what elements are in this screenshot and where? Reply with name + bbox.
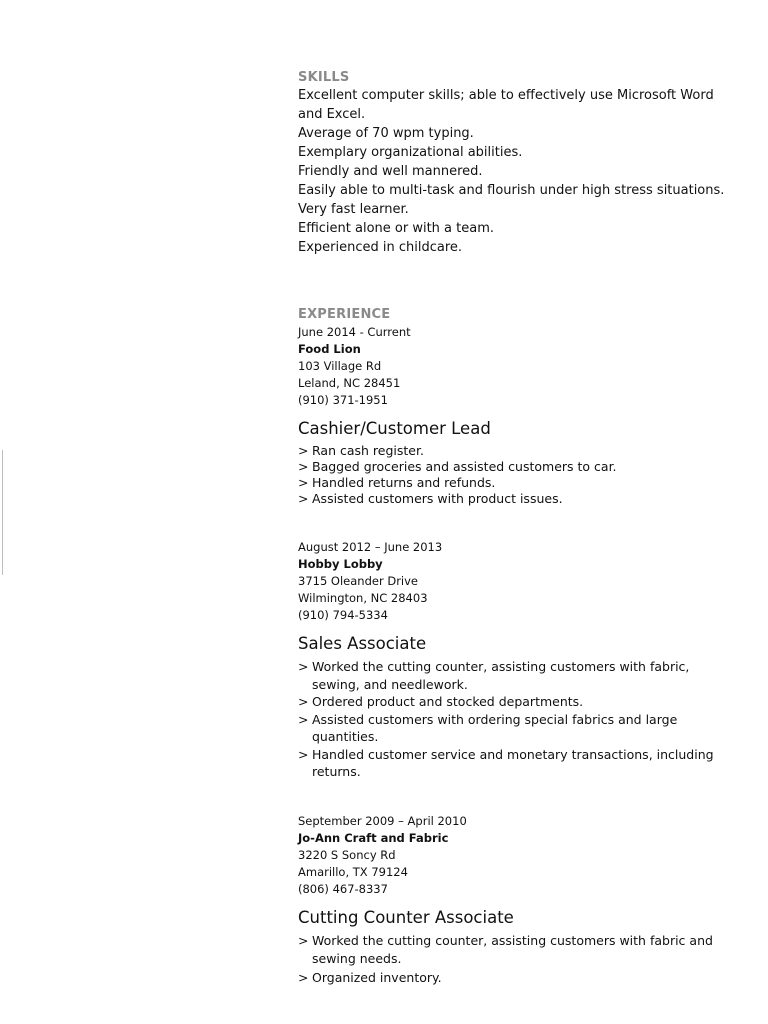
page-edge-line	[2, 450, 3, 575]
bullet-marker: >	[298, 659, 309, 674]
job-phone: (910) 371-1951	[298, 393, 388, 407]
bullet-marker: >	[298, 746, 309, 762]
job-title: Sales Associate	[298, 634, 427, 653]
job-address-street: 3715 Oleander Drive	[298, 574, 418, 588]
job-dates: June 2014 - Current	[298, 325, 411, 339]
skill-item: Very fast learner.	[298, 202, 409, 217]
job-title: Cutting Counter Associate	[298, 907, 514, 927]
skill-item: Experienced in childcare.	[298, 240, 463, 255]
duty-text: Worked the cutting counter, assisting customers with fabric and sewing needs.	[312, 932, 713, 966]
duty-list	[298, 443, 738, 507]
duty-text: Worked the cutting counter, assisting customers with fabric, sewing, and needlework.	[312, 659, 690, 692]
job-phone: (806) 467-8337	[298, 881, 388, 896]
job-entry-food-lion	[298, 324, 738, 507]
bullet-marker: >	[298, 694, 309, 709]
duty-item	[298, 969, 738, 988]
job-dates: September 2009 – April 2010	[298, 813, 467, 828]
duty-item	[298, 711, 738, 746]
duty-item	[298, 693, 738, 711]
duty-item	[298, 932, 738, 969]
job-entry-hobby-lobby	[298, 539, 738, 781]
skills-list	[298, 86, 738, 257]
bullet-marker: >	[298, 491, 309, 506]
duty-list	[298, 932, 738, 988]
skill-item: Friendly and well mannered.	[298, 164, 483, 179]
bullet-marker: >	[298, 459, 309, 474]
job-address-city: Amarillo, TX 79124	[298, 864, 408, 879]
duty-text: Ordered product and stocked departments.	[312, 694, 584, 709]
duty-item	[298, 491, 738, 507]
job-employer: Jo-Ann Craft and Fabric	[298, 830, 449, 845]
skill-item: Average of 70 wpm typing.	[298, 126, 474, 141]
job-address-city: Wilmington, NC 28403	[298, 591, 428, 605]
job-title: Cashier/Customer Lead	[298, 419, 491, 438]
experience-heading: EXPERIENCE	[298, 307, 391, 322]
bullet-marker: >	[298, 969, 309, 985]
duty-text: Assisted customers with ordering special fabrics and large quantities.	[312, 711, 678, 744]
skill-item: Easily able to multi-task and flourish under high stress situations.	[298, 183, 725, 198]
duty-item	[298, 475, 738, 491]
duty-text: Bagged groceries and assisted customers to car.	[312, 459, 617, 474]
experience-section	[298, 306, 738, 987]
duty-text: Handled returns and refunds.	[312, 475, 496, 490]
resume-content	[298, 69, 738, 987]
duty-text: Organized inventory.	[312, 969, 442, 985]
skill-item: Efficient alone or with a team.	[298, 221, 495, 236]
job-phone: (910) 794-5334	[298, 608, 388, 622]
job-address-street: 3220 S Soncy Rd	[298, 847, 396, 862]
duty-item	[298, 459, 738, 475]
duty-item	[298, 443, 738, 459]
duty-text: Handled customer service and monetary transactions, including returns.	[312, 746, 714, 779]
skills-section	[298, 69, 738, 257]
duty-text: Assisted customers with product issues.	[312, 491, 563, 506]
duty-list	[298, 658, 738, 781]
skill-item: Exemplary organizational abilities.	[298, 145, 523, 160]
job-employer: Hobby Lobby	[298, 557, 383, 571]
skill-item: Excellent computer skills; able to effectively use Microsoft Word and Excel.	[298, 88, 714, 122]
job-entry-jo-ann	[298, 813, 738, 988]
job-address-city: Leland, NC 28451	[298, 376, 401, 390]
duty-item	[298, 746, 738, 781]
job-address-street: 103 Village Rd	[298, 359, 382, 373]
skills-heading: SKILLS	[298, 70, 350, 85]
bullet-marker: >	[298, 475, 309, 490]
job-dates: August 2012 – June 2013	[298, 540, 443, 554]
duty-text: Ran cash register.	[312, 443, 424, 458]
bullet-marker: >	[298, 711, 309, 727]
duty-item	[298, 658, 738, 693]
job-employer: Food Lion	[298, 342, 361, 356]
bullet-marker: >	[298, 443, 309, 458]
bullet-marker: >	[298, 932, 309, 948]
